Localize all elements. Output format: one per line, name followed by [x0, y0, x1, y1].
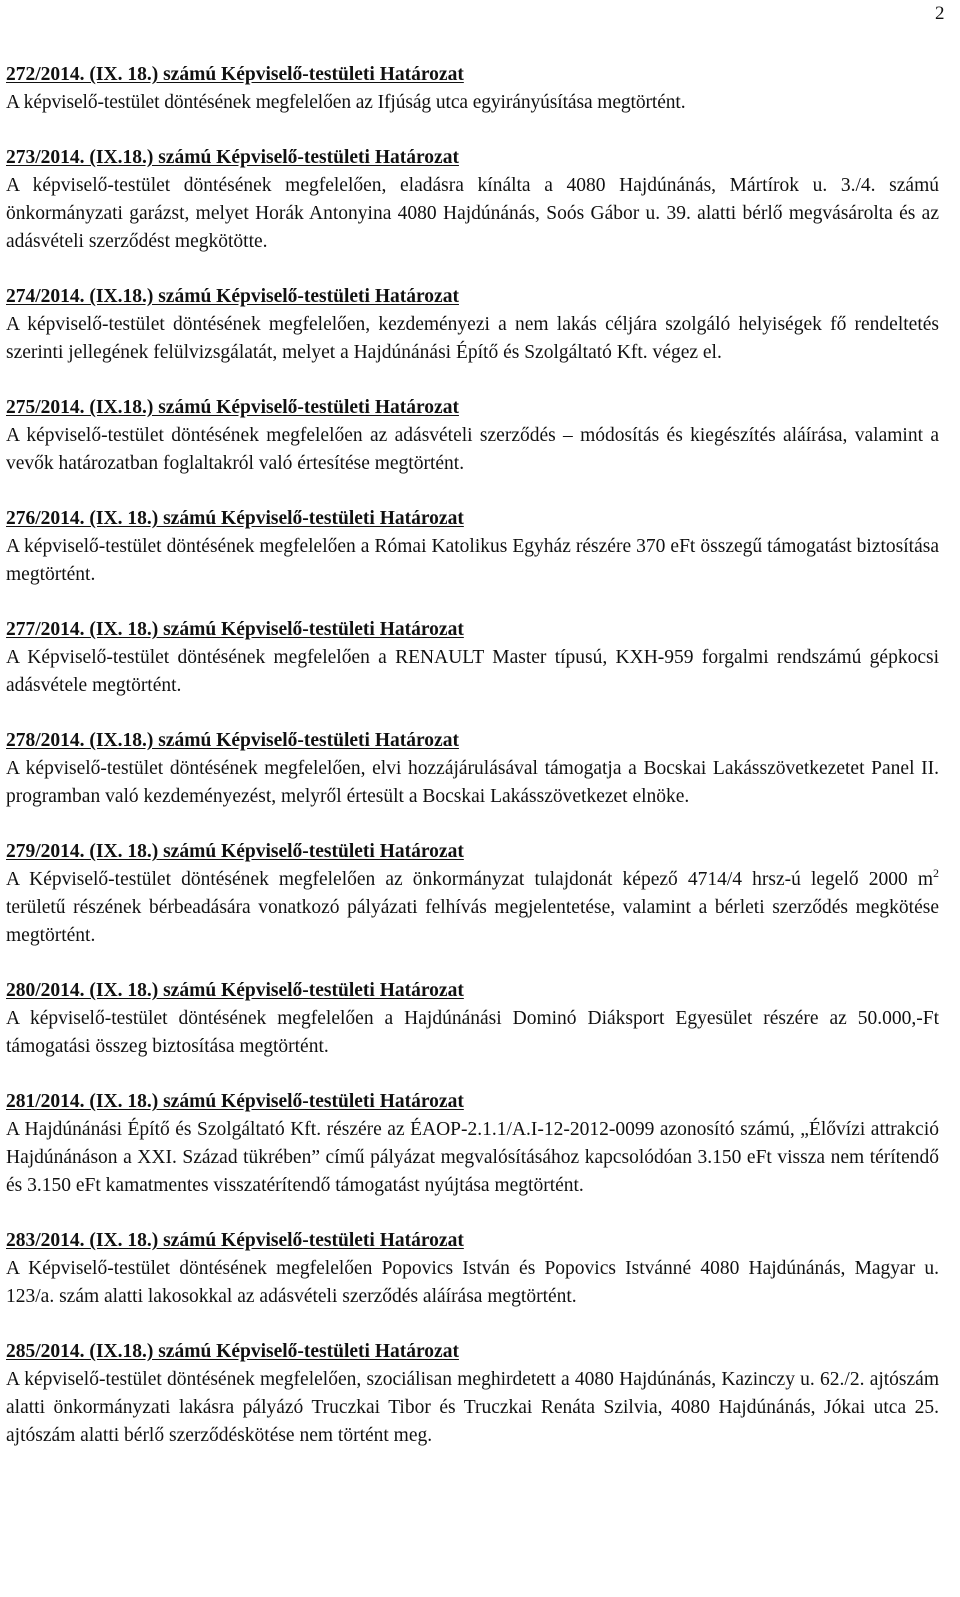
- resolution-text: A Képviselő-testület döntésének megfelelően a RENAULT Master típusú, KXH-959 forgalmi rendszámú gépkocsi adásvétele megtörtént.: [6, 647, 939, 696]
- resolution-276: [6, 505, 939, 589]
- resolution-text: A képviselő-testület döntésének megfelelően, elvi hozzájárulásával támogatja a Bocskai Lakásszövetkezetet Panel II. programban való kezdeményezést, melyről értesült a Bocskai Lakásszövetkezet elnöke.: [6, 758, 939, 807]
- resolution-text: A Hajdúnánási Építő és Szolgáltató Kft. részére az ÉAOP-2.1.1/A.I-12-2012-0099 azonosító számú, „Élővízi attrakció Hajdúnánáson a XXI. Század tükrében” című pályázat megvalósításához kapcsolódóan 3.150 eFt vissza nem térítendő és 3.150 eFt kamatmentes visszatérítendő támogatást nyújtása megtörtént.: [6, 1119, 939, 1196]
- resolution-title: 285/2014. (IX.18.) számú Képviselő-testületi Határozat: [6, 1341, 459, 1362]
- resolution-text: A képviselő-testület döntésének megfelelően, kezdeményezi a nem lakás céljára szolgáló helyiségek fő rendeltetés szerinti jellegének felülvizsgálatát, melyet a Hajdúnánási Építő és Szolgáltató Kft. végez el.: [6, 314, 939, 363]
- resolution-title: 279/2014. (IX. 18.) számú Képviselő-testületi Határozat: [6, 841, 464, 862]
- resolution-285: [6, 1338, 939, 1450]
- resolution-278: [6, 727, 939, 811]
- resolution-273: [6, 144, 939, 256]
- resolution-title: 277/2014. (IX. 18.) számú Képviselő-testületi Határozat: [6, 619, 464, 640]
- superscript-exponent: 2: [933, 866, 939, 880]
- resolution-text: A képviselő-testület döntésének megfelelően az Ifjúság utca egyirányúsítása megtörtént.: [6, 92, 686, 113]
- resolution-title: 272/2014. (IX. 18.) számú Képviselő-testületi Határozat: [6, 64, 464, 85]
- resolution-274: [6, 283, 939, 367]
- resolution-title: 275/2014. (IX.18.) számú Képviselő-testületi Határozat: [6, 397, 459, 418]
- resolution-275: [6, 394, 939, 478]
- resolution-title: 276/2014. (IX. 18.) számú Képviselő-testületi Határozat: [6, 508, 464, 529]
- resolution-279: [6, 838, 939, 950]
- resolution-text-part: A Képviselő-testület döntésének megfelelően az önkormányzat tulajdonát képező 4714/4 hrsz-ú legelő 2000 m: [6, 869, 933, 890]
- resolution-text: [6, 866, 939, 950]
- resolution-text: A képviselő-testület döntésének megfelelően, eladásra kínálta a 4080 Hajdúnánás, Mártírok u. 3./4. számú önkormányzati garázst, melyet Horák Antonyina 4080 Hajdúnánás, Soós Gábor u. 39. alatti bérlő megvásárolta és az adásvételi szerződést megkötötte.: [6, 175, 939, 252]
- resolution-text: A képviselő-testület döntésének megfelelően a Római Katolikus Egyház részére 370 eFt összegű támogatást biztosítása megtörtént.: [6, 536, 939, 585]
- resolution-281: [6, 1088, 939, 1200]
- resolution-title: 273/2014. (IX.18.) számú Képviselő-testületi Határozat: [6, 147, 459, 168]
- resolution-280: [6, 977, 939, 1061]
- resolution-title: 278/2014. (IX.18.) számú Képviselő-testületi Határozat: [6, 730, 459, 751]
- resolution-title: 274/2014. (IX.18.) számú Képviselő-testületi Határozat: [6, 286, 459, 307]
- resolution-title: 280/2014. (IX. 18.) számú Képviselő-testületi Határozat: [6, 980, 464, 1001]
- resolution-text: A képviselő-testület döntésének megfelelően a Hajdúnánási Dominó Diáksport Egyesület részére az 50.000,-Ft támogatási összeg biztosítása megtörtént.: [6, 1008, 939, 1057]
- resolution-title: 281/2014. (IX. 18.) számú Képviselő-testületi Határozat: [6, 1091, 464, 1112]
- resolution-text: A Képviselő-testület döntésének megfelelően Popovics István és Popovics Istvánné 4080 Hajdúnánás, Magyar u. 123/a. szám alatti lakosokkal az adásvételi szerződés aláírása megtörtént.: [6, 1258, 939, 1307]
- document-body: [6, 61, 939, 1477]
- resolution-title: 283/2014. (IX. 18.) számú Képviselő-testületi Határozat: [6, 1230, 464, 1251]
- page-number: 2: [935, 3, 945, 24]
- resolution-text-part: területű részének bérbeadására vonatkozó pályázati felhívás megjelentetése, valamint a bérleti szerződés megkötése megtörtént.: [6, 897, 939, 946]
- resolution-283: [6, 1227, 939, 1311]
- resolution-text: A képviselő-testület döntésének megfelelően, szociálisan meghirdetett a 4080 Hajdúnánás, Kazinczy u. 62./2. ajtószám alatti önkormányzati lakásra pályázó Truczkai Tibor és Truczkai Renáta Szilvia, 4080 Hajdúnánás, Jókai utca 25. ajtószám alatti bérlő szerződéskötése nem történt meg.: [6, 1369, 939, 1446]
- resolution-272: [6, 61, 939, 117]
- resolution-277: [6, 616, 939, 700]
- resolution-text: A képviselő-testület döntésének megfelelően az adásvételi szerződés – módosítás és kiegészítés aláírása, valamint a vevők határozatban foglaltakról való értesítése megtörtént.: [6, 425, 939, 474]
